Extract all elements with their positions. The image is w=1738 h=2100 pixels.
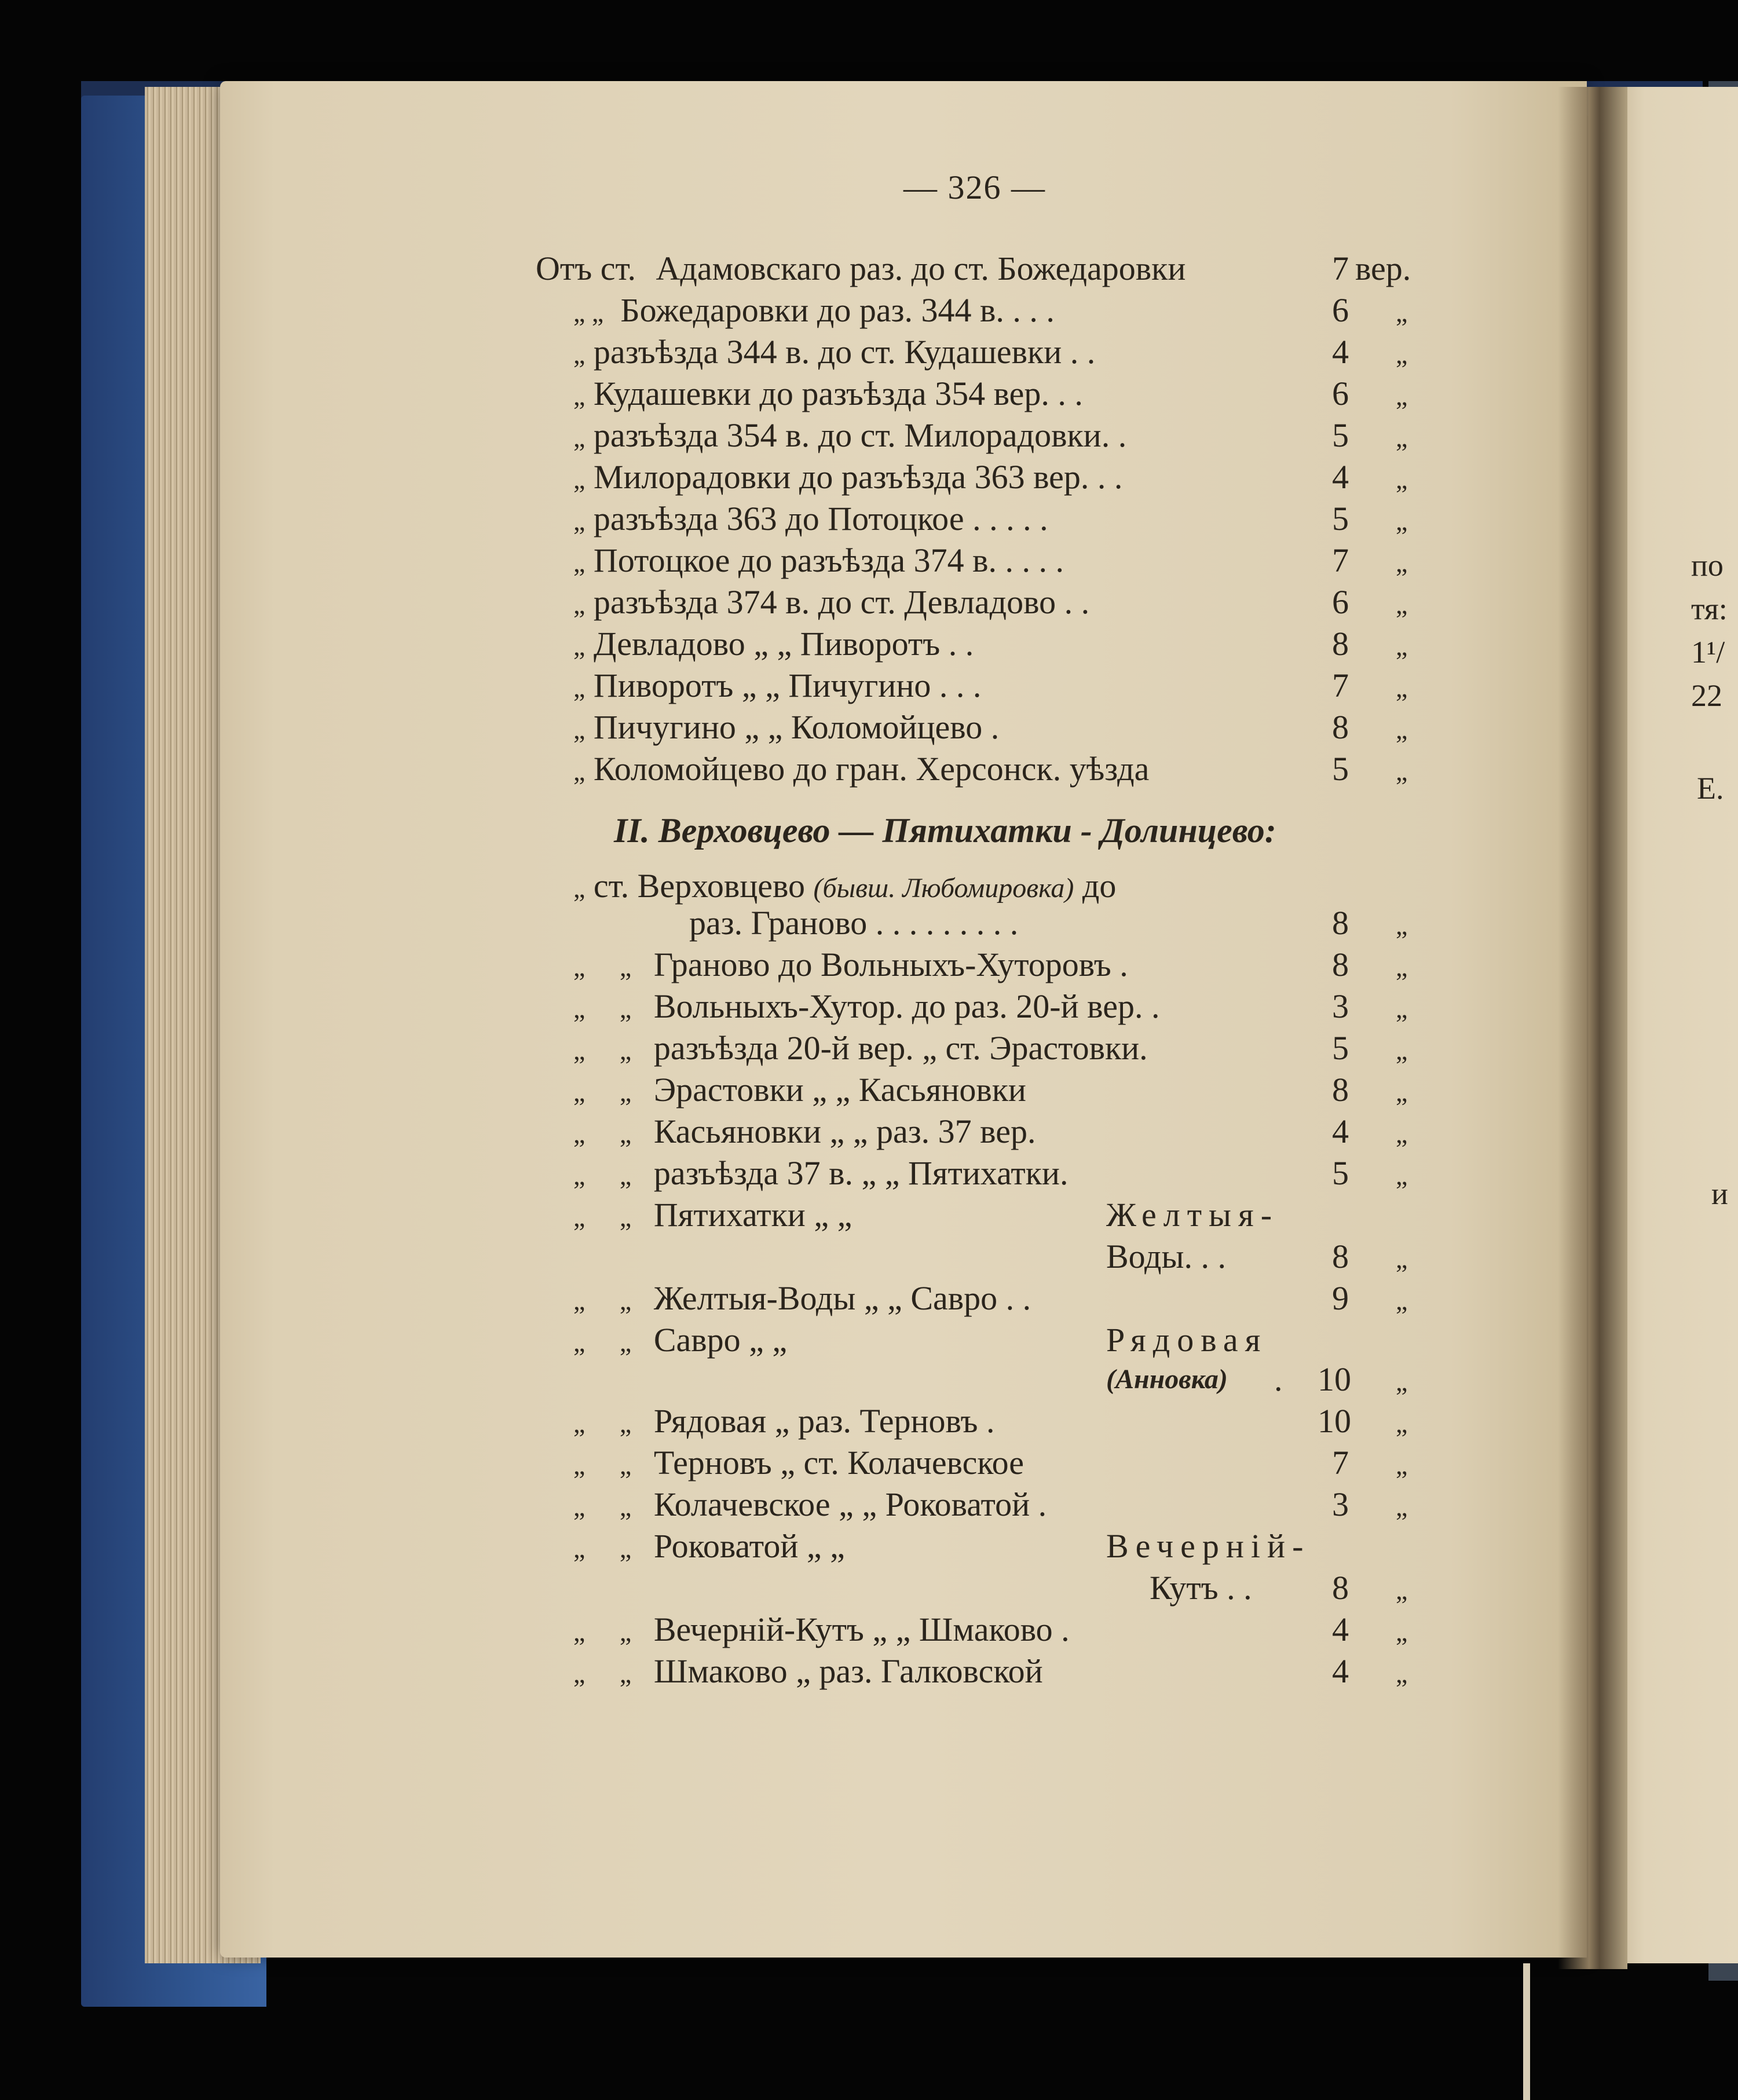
ditto-marks: „ „ — [573, 952, 646, 982]
ditto-mark: „ — [1396, 715, 1408, 744]
row-figures — [0, 1069, 1738, 1111]
row-figures — [0, 1278, 1738, 1319]
row-destination: Вечерній- — [1106, 1527, 1311, 1565]
ditto-marks: „ „ — [573, 1119, 646, 1148]
row-figures — [0, 623, 1738, 665]
row-text: Шмаково „ раз. Галковской — [653, 1652, 1043, 1690]
row-figures — [0, 707, 1738, 748]
row-value: 4 — [1332, 458, 1349, 496]
ditto-mark: „ — [1396, 339, 1408, 369]
ditto-mark: „ — [1396, 506, 1408, 536]
ditto-marks: „ „ — [573, 1077, 646, 1107]
ditto-mark: „ — [1396, 1077, 1408, 1107]
row-figures — [0, 1567, 1738, 1609]
row-text: разъѣзда 354 в. до ст. Милорадовки. . — [593, 416, 1127, 454]
row-dot: . — [1274, 1360, 1283, 1398]
ditto-mark: „ — [1396, 423, 1408, 452]
row-value: 8 — [1332, 904, 1349, 942]
row-text: Эрастовки „ „ Касьяновки — [653, 1071, 1026, 1108]
ditto-marks: „ — [573, 339, 586, 369]
row-figures — [0, 373, 1738, 415]
row-text: Божедаровки до раз. 344 в. . . . — [620, 291, 1055, 329]
row-text: Девладово „ „ Пиворотъ . . — [593, 625, 974, 663]
row-figures — [0, 1609, 1738, 1651]
row-value: 10 — [1318, 1360, 1351, 1398]
ditto-mark: „ — [1396, 548, 1408, 577]
row-value: 4 — [1332, 1611, 1349, 1648]
ditto-marks: „ „ — [573, 1408, 646, 1438]
row-figures — [0, 1027, 1738, 1069]
ditto-marks: „ — [573, 715, 586, 744]
row-figures — [0, 1442, 1738, 1484]
row-value: 6 — [1332, 291, 1349, 329]
right-page-text: по — [1691, 548, 1724, 583]
row-text: Желтыя-Воды „ „ Савро . . — [653, 1279, 1031, 1317]
row-value: 8 — [1332, 1238, 1349, 1275]
row-text: раз. Граново . . . . . . . . . — [689, 904, 1019, 942]
row-value: 5 — [1332, 750, 1349, 788]
row-unit: вер. — [1355, 250, 1411, 287]
right-page-text: тя: — [1691, 591, 1728, 626]
row-value: 7 — [1332, 250, 1349, 287]
row-text: Колачевское „ „ Роковатой . — [653, 1486, 1047, 1523]
row-figures — [0, 290, 1738, 331]
ditto-marks: „ „ — [573, 1202, 646, 1232]
ditto-mark: „ — [1396, 1244, 1408, 1274]
ditto-mark: „ — [1396, 1119, 1408, 1148]
row-note: (бывш. Любомировка) — [813, 873, 1074, 903]
row-text: Милорадовки до разъѣзда 363 вер. . . — [593, 458, 1123, 496]
table-row — [573, 1194, 852, 1236]
ditto-mark: „ — [1396, 590, 1408, 619]
row-text: Граново до Вольныхъ-Хуторовъ . — [653, 946, 1128, 983]
ditto-marks: „ „ — [573, 1450, 646, 1480]
ditto-mark: „ — [1396, 756, 1408, 786]
row-value: 6 — [1332, 375, 1349, 412]
row-text: Рядовая „ раз. Терновъ . — [653, 1402, 995, 1440]
ditto-marks: „ „ — [573, 1161, 646, 1190]
ditto-marks: „ „ — [573, 994, 646, 1023]
row-text: разъѣзда 20-й вер. „ ст. Эрастовки. — [653, 1029, 1148, 1067]
row-text: ст. Верховцево — [593, 867, 806, 905]
ditto-marks: „ „ — [573, 1286, 646, 1315]
row-destination-cont: Воды. . . — [1106, 1238, 1226, 1275]
ditto-marks: „ „ — [573, 298, 604, 327]
row-value: 5 — [1332, 1029, 1349, 1067]
page-number: — 326 — — [903, 169, 1046, 206]
ditto-marks: „ — [573, 423, 586, 452]
row-text: Терновъ „ ст. Колачевское — [653, 1444, 1024, 1481]
row-value: 8 — [1332, 1071, 1349, 1108]
ditto-marks: „ „ — [573, 1659, 646, 1688]
ditto-marks: „ — [573, 631, 586, 661]
ditto-mark: „ — [1396, 673, 1408, 703]
row-figures — [0, 540, 1738, 581]
row-value: 5 — [1332, 416, 1349, 454]
row-figures — [0, 1359, 1738, 1400]
ditto-marks: „ „ — [573, 1534, 646, 1563]
ditto-mark: „ — [1396, 1161, 1408, 1190]
ditto-mark: „ — [1396, 1036, 1408, 1065]
row-figures — [0, 581, 1738, 623]
row-text: Вечерній-Кутъ „ „ Шмаково . — [653, 1611, 1070, 1648]
row-value: 5 — [1332, 1154, 1349, 1192]
ditto-mark: „ — [1396, 298, 1408, 327]
row-text: Коломойцево до гран. Херсонск. уѣзда — [593, 750, 1150, 788]
row-value: 8 — [1332, 946, 1349, 983]
row-figures — [0, 1400, 1738, 1442]
row-prefix: Отъ ст. — [536, 250, 636, 287]
right-page-text: 1¹/ — [1691, 635, 1725, 669]
ditto-marks: „ — [573, 673, 586, 703]
row-figures — [0, 1484, 1738, 1525]
row-figures — [0, 986, 1738, 1027]
row-figures — [0, 748, 1738, 790]
ditto-marks: „ „ — [573, 1036, 646, 1065]
row-text: Савро „ „ — [653, 1321, 788, 1359]
ditto-mark: „ — [1396, 464, 1408, 494]
table-row — [573, 1525, 845, 1567]
ditto-mark: „ — [1396, 1617, 1408, 1647]
row-destination: Рядовая — [1106, 1321, 1268, 1359]
row-figures — [0, 456, 1738, 498]
ditto-mark: „ — [1396, 952, 1408, 982]
ditto-marks: „ — [573, 381, 586, 411]
ditto-mark: „ — [1396, 1286, 1408, 1315]
ditto-mark: „ — [1396, 1575, 1408, 1605]
row-value: 3 — [1332, 1486, 1349, 1523]
ditto-mark: „ — [1396, 994, 1408, 1023]
row-text: разъѣзда 37 в. „ „ Пятихатки. — [653, 1154, 1069, 1192]
row-note: (Анновка) — [1106, 1364, 1228, 1395]
right-page-text: 22 — [1691, 678, 1722, 713]
row-value: 7 — [1332, 542, 1349, 579]
right-page-text: Е. — [1697, 771, 1724, 806]
row-text: до — [1082, 867, 1117, 905]
ditto-marks: „ — [573, 590, 586, 619]
table-row — [573, 1319, 787, 1361]
row-destination: Желтыя- — [1106, 1196, 1279, 1234]
row-figures — [0, 1153, 1738, 1194]
ditto-marks: „ — [573, 506, 586, 536]
row-value: 10 — [1318, 1402, 1351, 1440]
ditto-mark: „ — [1396, 631, 1408, 661]
ditto-mark: „ — [1396, 1450, 1408, 1480]
first-row-value — [0, 248, 1738, 290]
row-figures — [0, 1111, 1738, 1153]
row-figures — [0, 665, 1738, 707]
ditto-mark: „ — [1396, 1408, 1408, 1438]
row-text: Пичугино „ „ Коломойцево . — [593, 708, 1000, 746]
ditto-mark: „ — [1396, 910, 1408, 940]
ditto-marks: „ „ — [573, 1617, 646, 1647]
row-text: Пятихатки „ „ — [653, 1196, 852, 1234]
ditto-mark: „ — [1396, 1659, 1408, 1688]
ditto-mark: „ — [1396, 1367, 1408, 1396]
row-value: 7 — [1332, 667, 1349, 704]
row-value: 6 — [1332, 583, 1349, 621]
row-text: Потоцкое до разъѣзда 374 в. . . . . — [593, 542, 1064, 579]
row-figures — [0, 415, 1738, 456]
ditto-marks: „ — [573, 873, 586, 903]
row-text: разъѣзда 363 до Потоцкое . . . . . — [593, 500, 1048, 537]
section-heading: II. Верховцево — Пятихатки - Долинцево: — [614, 811, 1276, 850]
row-figures — [0, 1651, 1738, 1692]
ditto-marks: „ — [573, 548, 586, 577]
row-destination-cont: Кутъ . . — [1150, 1569, 1252, 1607]
ditto-mark: „ — [1396, 381, 1408, 411]
row-figures — [0, 902, 1738, 944]
row-text: разъѣзда 344 в. до ст. Кудашевки . . — [593, 333, 1096, 371]
row-text: Пиворотъ „ „ Пичугино . . . — [593, 667, 982, 704]
row-value: 3 — [1332, 987, 1349, 1025]
row-value: 7 — [1332, 1444, 1349, 1481]
table-row — [573, 865, 1116, 907]
row-text: разъѣзда 374 в. до ст. Девладово . . — [593, 583, 1090, 621]
row-value: 9 — [1332, 1279, 1349, 1317]
ditto-marks: „ „ — [573, 1327, 646, 1357]
row-value: 8 — [1332, 708, 1349, 746]
row-text: Роковатой „ „ — [653, 1527, 845, 1565]
row-text: Вольныхъ-Хутор. до раз. 20-й вер. . — [653, 987, 1160, 1025]
right-page-text: и — [1711, 1176, 1728, 1211]
page-stub — [1523, 1963, 1530, 2100]
row-figures — [0, 944, 1738, 986]
row-text: Касьяновки „ „ раз. 37 вер. — [653, 1113, 1036, 1150]
ditto-marks: „ — [573, 464, 586, 494]
row-figures — [0, 331, 1738, 373]
row-text: Кудашевки до разъѣзда 354 вер. . . — [593, 375, 1083, 412]
row-value: 4 — [1332, 333, 1349, 371]
ditto-marks: „ „ — [573, 1492, 646, 1521]
row-value: 4 — [1332, 1113, 1349, 1150]
row-value: 8 — [1332, 625, 1349, 663]
row-figures — [0, 498, 1738, 540]
ditto-marks: „ — [573, 756, 586, 786]
row-value: 5 — [1332, 500, 1349, 537]
row-text: Адамовскаго раз. до ст. Божедаровки — [656, 250, 1186, 287]
row-figures — [0, 1236, 1738, 1278]
ditto-mark: „ — [1396, 1492, 1408, 1521]
row-value: 8 — [1332, 1569, 1349, 1607]
row-value: 4 — [1332, 1652, 1349, 1690]
